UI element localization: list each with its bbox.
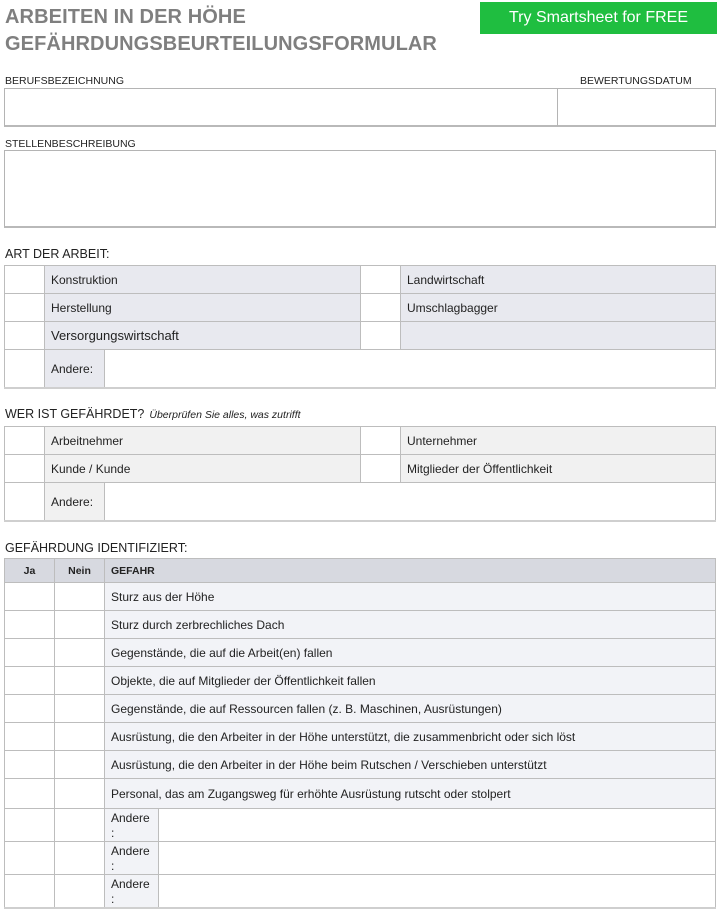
hazard-other-label [104,808,159,842]
checkbox-agriculture[interactable] [360,265,401,294]
work-type-manufacturing: Herstellung [44,293,361,322]
column-header-no: Nein [54,558,105,583]
hazard-other-row [4,874,716,908]
at-risk-public: Mitglieder der Öffentlichkeit [400,454,716,483]
job-description-label: STELLENBESCHREIBUNG [5,138,136,150]
hazard-yes-checkbox[interactable] [4,841,55,875]
checkbox-at-risk-other[interactable] [4,482,45,521]
form-title [5,4,437,58]
job-title-label: BERUFSBEZEICHNUNG [5,75,125,87]
hazard-other-row [4,808,716,842]
checkbox-construction[interactable] [4,265,45,294]
hazard-text: Ausrüstung, die den Arbeiter in der Höhe unterstützt, die zusammenbricht oder sich löst [104,722,716,751]
divider [4,907,716,909]
title-line-1: ARBEITEN IN DER HÖHE [5,6,246,28]
hazard-row [4,778,716,809]
hazard-no-checkbox[interactable] [54,874,105,908]
hazard-yes-checkbox[interactable] [4,778,55,809]
at-risk-heading-text: WER IST GEFÄHRDET? [5,407,145,421]
hazard-yes-checkbox[interactable] [4,874,55,908]
hazards-header-row [4,558,716,583]
hazard-row [4,722,716,751]
divider [4,520,716,522]
checkbox-manufacturing[interactable] [4,293,45,322]
at-risk-other-row [4,482,716,521]
job-description-field[interactable] [4,150,716,228]
hazard-no-checkbox[interactable] [54,666,105,695]
hazard-no-checkbox[interactable] [54,750,105,779]
hazard-yes-checkbox[interactable] [4,808,55,842]
hazard-other-label-line2: : [111,859,115,873]
hazard-text: Gegenstände, die auf Ressourcen fallen (z. B. Maschinen, Ausrüstungen) [104,694,716,723]
hazard-text: Ausrüstung, die den Arbeiter in der Höhe beim Rutschen / Verschieben unterstützt [104,750,716,779]
at-risk-other-field[interactable] [104,482,716,521]
hazard-text: Personal, das am Zugangsweg für erhöhte Ausrüstung rutscht oder stolpert [104,778,716,809]
hazard-other-label-line2: : [111,826,115,840]
hazard-other-field[interactable] [158,808,716,842]
hazard-row [4,666,716,695]
hazard-yes-checkbox[interactable] [4,694,55,723]
checkbox-contractors[interactable] [360,426,401,455]
hazard-yes-checkbox[interactable] [4,610,55,639]
work-type-other-field[interactable] [104,349,716,388]
checkbox-utilities[interactable] [4,321,45,350]
work-type-excavator: Umschlagbagger [400,293,716,322]
hazard-no-checkbox[interactable] [54,582,105,611]
at-risk-row-2 [4,454,716,483]
checkbox-customers[interactable] [4,454,45,483]
hazard-no-checkbox[interactable] [54,694,105,723]
hazard-row [4,582,716,611]
hazard-yes-checkbox[interactable] [4,666,55,695]
hazard-other-row [4,841,716,875]
work-type-row-2 [4,293,716,322]
hazard-yes-checkbox[interactable] [4,750,55,779]
hazard-other-label [104,874,159,908]
checkbox-excavator[interactable] [360,293,401,322]
hazard-row [4,638,716,667]
work-type-utilities: Versorgungswirtschaft [44,321,361,350]
hazard-other-field[interactable] [158,841,716,875]
hazard-no-checkbox[interactable] [54,808,105,842]
hazard-row [4,610,716,639]
at-risk-employees: Arbeitnehmer [44,426,361,455]
at-risk-note: Überprüfen Sie alles, was zutrifft [149,409,301,421]
hazard-other-label-line1: Andere [111,844,150,858]
hazard-no-checkbox[interactable] [54,638,105,667]
at-risk-heading [5,407,301,421]
job-title-field[interactable] [4,88,558,127]
hazard-no-checkbox[interactable] [54,841,105,875]
column-header-hazard: GEFAHR [104,558,716,583]
assessment-date-field[interactable] [557,88,716,127]
hazard-row [4,750,716,779]
try-smartsheet-button[interactable]: Try Smartsheet for FREE [480,2,717,34]
hazard-row [4,694,716,723]
hazard-yes-checkbox[interactable] [4,638,55,667]
hazard-text: Sturz aus der Höhe [104,582,716,611]
assessment-date-label: BEWERTUNGSDATUM [580,75,692,87]
hazard-other-label-line1: Andere [111,877,150,891]
at-risk-other-label: Andere: [44,482,105,521]
hazard-other-label-line1: Andere [111,811,150,825]
at-risk-contractors: Unternehmer [400,426,716,455]
column-header-yes: Ja [4,558,55,583]
hazard-no-checkbox[interactable] [54,722,105,751]
at-risk-row-1 [4,426,716,455]
work-type-row-1 [4,265,716,294]
hazard-no-checkbox[interactable] [54,610,105,639]
work-type-row-3 [4,321,716,350]
hazard-other-label [104,841,159,875]
hazards-heading: GEFÄHRDUNG IDENTIFIZIERT: [5,541,188,555]
hazard-other-label-line2: : [111,892,115,906]
work-type-agriculture: Landwirtschaft [400,265,716,294]
checkbox-other[interactable] [4,349,45,388]
hazard-text: Gegenstände, die auf die Arbeit(en) fallen [104,638,716,667]
hazard-no-checkbox[interactable] [54,778,105,809]
hazard-yes-checkbox[interactable] [4,722,55,751]
hazard-text: Objekte, die auf Mitglieder der Öffentlichkeit fallen [104,666,716,695]
checkbox-empty[interactable] [360,321,401,350]
work-type-other-row [4,349,716,388]
hazard-text: Sturz durch zerbrechliches Dach [104,610,716,639]
divider [4,387,716,389]
work-type-construction: Konstruktion [44,265,361,294]
at-risk-customers: Kunde / Kunde [44,454,361,483]
checkbox-public[interactable] [360,454,401,483]
work-type-empty [400,321,716,350]
work-type-other-label: Andere: [44,349,105,388]
checkbox-employees[interactable] [4,426,45,455]
title-line-2: GEFÄHRDUNGSBEURTEILUNGSFORMULAR [5,33,437,55]
work-type-heading: ART DER ARBEIT: [5,247,110,261]
hazard-yes-checkbox[interactable] [4,582,55,611]
hazard-other-field[interactable] [158,874,716,908]
